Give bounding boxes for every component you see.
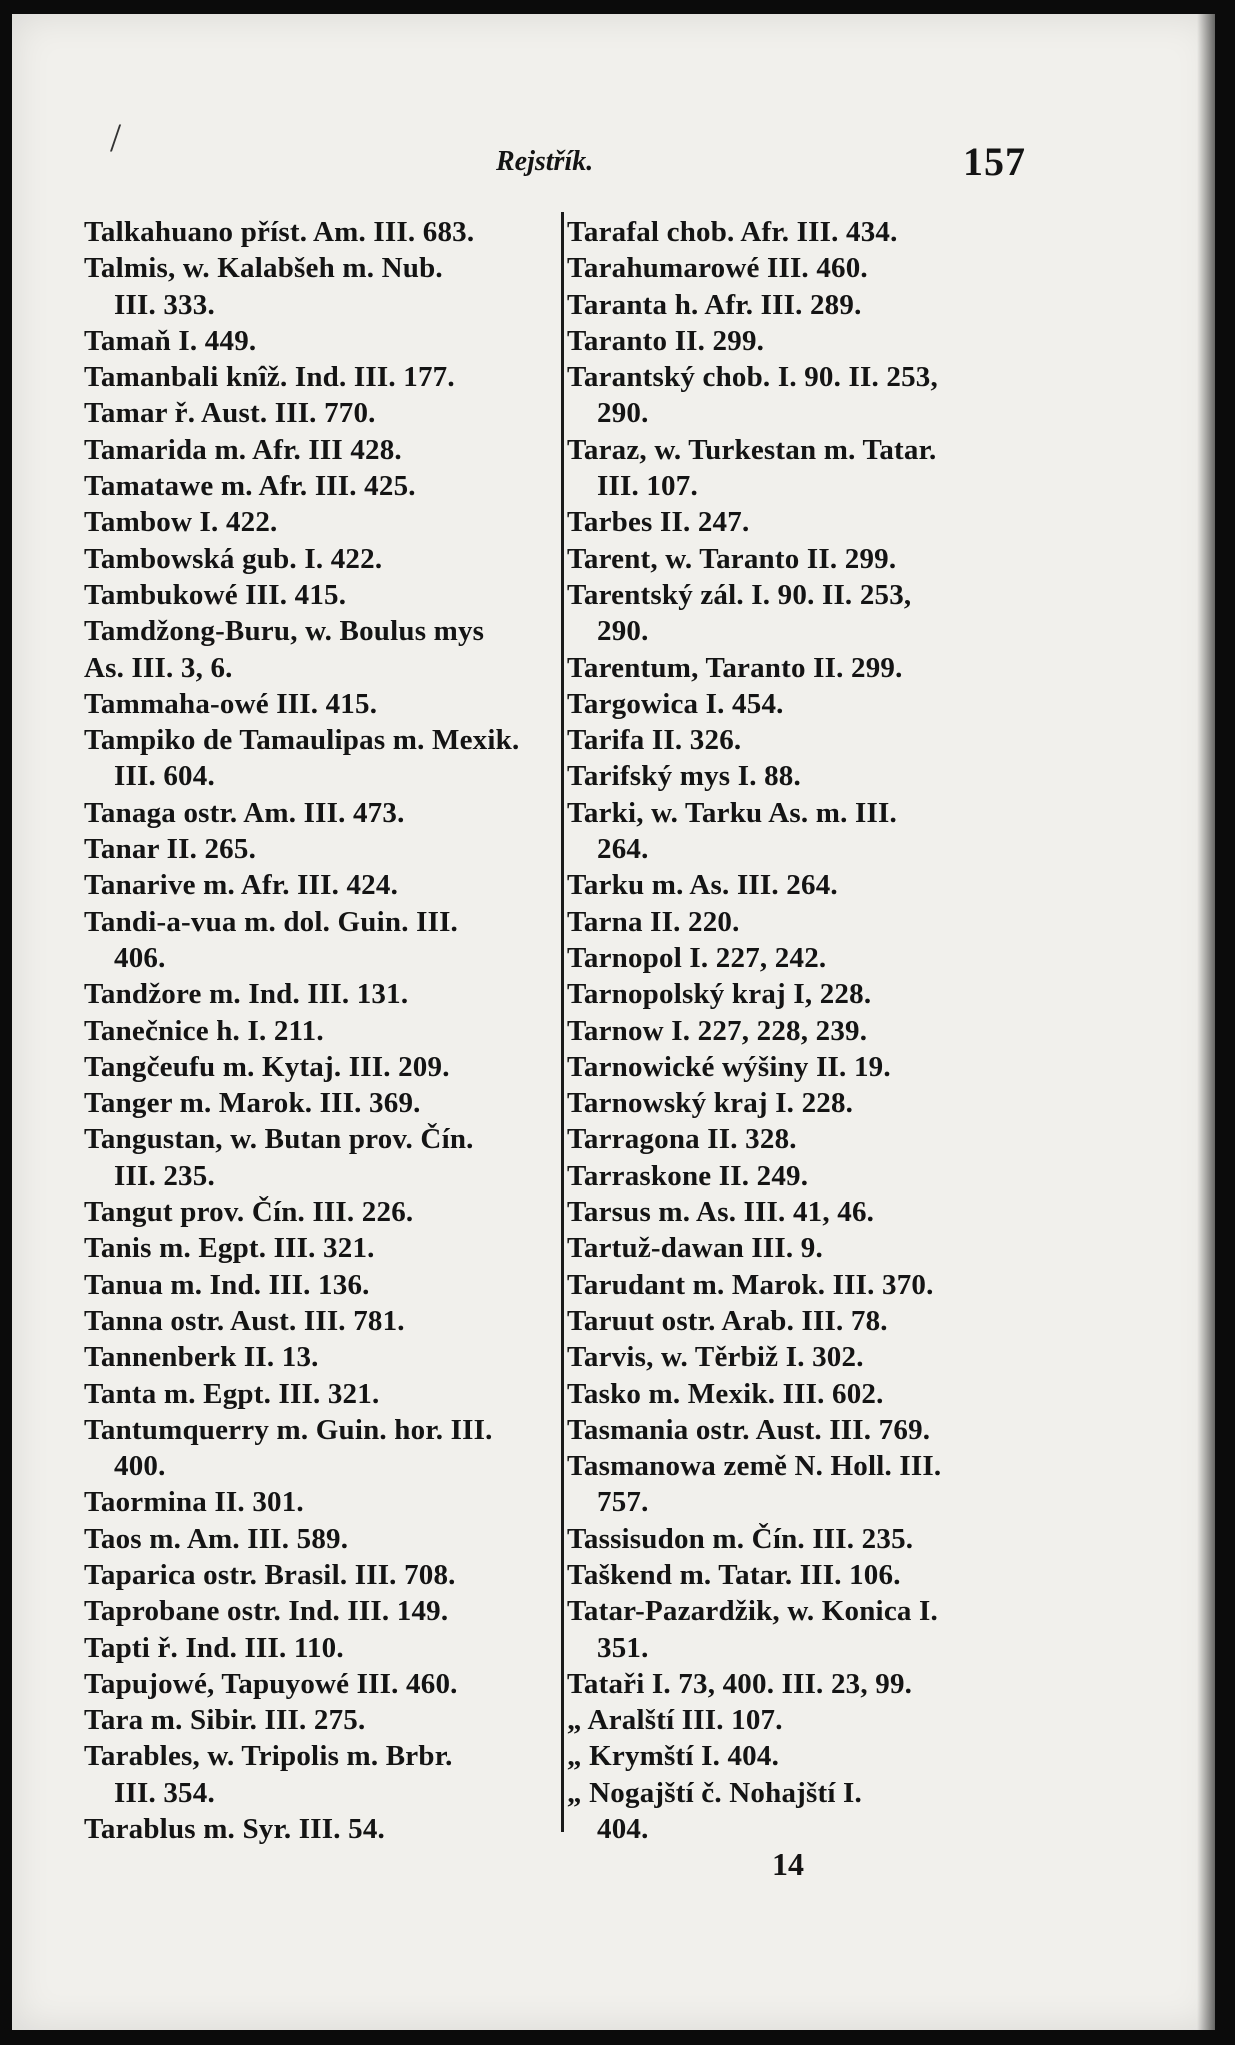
index-entry-line: Taškend m. Tatar. III. 106. — [567, 1558, 901, 1591]
index-entry-line: III. 235. — [114, 1159, 215, 1192]
index-entry-line: Tambowská gub. I. 422. — [84, 542, 383, 575]
index-entry-line: Tanis m. Egpt. III. 321. — [84, 1232, 375, 1265]
index-entry-line: Tasko m. Mexik. III. 602. — [567, 1377, 884, 1410]
index-entry-line: III. 354. — [114, 1776, 215, 1809]
index-entry-line: Tangustan, w. Butan prov. Čín. — [84, 1123, 474, 1156]
index-entry-line: Taranto II. 299. — [567, 324, 765, 357]
index-entry-line: Tantumquerry m. Guin. hor. III. — [84, 1413, 493, 1446]
index-entry-line: Tarnow I. 227, 228, 239. — [567, 1014, 868, 1047]
stray-mark: / — [110, 115, 122, 160]
index-entry-line: Tarahumarowé III. 460. — [567, 252, 868, 285]
index-entry-line: Tamanbali knîž. Ind. III. 177. — [84, 361, 455, 394]
index-entry-line: Tataři I. 73, 400. III. 23, 99. — [567, 1667, 913, 1700]
index-entry-line: 290. — [597, 615, 649, 648]
index-entry-line: Tarvis, w. Těrbiž I. 302. — [567, 1341, 864, 1374]
index-entry-line: Tangut prov. Čín. III. 226. — [84, 1196, 414, 1229]
index-entry-line: Tampiko de Tamaulipas m. Mexik. — [84, 724, 520, 757]
index-entry-line: Tanger m. Marok. III. 369. — [84, 1087, 421, 1120]
index-entry-line: Tarifský mys I. 88. — [567, 760, 801, 793]
index-entry-line: Tamatawe m. Afr. III. 425. — [84, 470, 416, 503]
index-entry-line: Tarnopolský kraj I, 228. — [567, 978, 872, 1011]
index-entry-line: Tamar ř. Aust. III. 770. — [84, 397, 376, 430]
index-entry-line: „ Nogajští č. Nohajští I. — [567, 1776, 862, 1809]
index-entry-line: Tarnowský kraj I. 228. — [567, 1087, 854, 1120]
index-entry-line: Tarbes II. 247. — [567, 506, 750, 539]
index-entry-line: III. 604. — [114, 760, 215, 793]
index-entry-line: Tambukowé III. 415. — [84, 578, 347, 611]
index-entry-line: Tamarida m. Afr. III 428. — [84, 433, 402, 466]
index-entry-line: Tarragona II. 328. — [567, 1123, 797, 1156]
signature-mark: 14 — [772, 1846, 804, 1882]
index-entry-line: Tarsus m. As. III. 41, 46. — [567, 1196, 875, 1229]
index-entry-line: Tarraskone II. 249. — [567, 1159, 809, 1192]
index-entry-line: Taranta h. Afr. III. 289. — [567, 288, 862, 321]
index-entry-line: Tanna ostr. Aust. III. 781. — [84, 1304, 405, 1337]
index-entry-line: Tarifa II. 326. — [567, 724, 742, 757]
index-column-left — [84, 214, 554, 1847]
index-entry-line: III. 333. — [114, 288, 215, 321]
index-entry-line: 406. — [114, 941, 166, 974]
index-entry-line: Tapujowé, Tapuyowé III. 460. — [84, 1667, 458, 1700]
page-edge-shadow — [1197, 14, 1215, 2030]
index-entry-line: Tammaha-owé III. 415. — [84, 687, 378, 720]
index-entry-line: Tapti ř. Ind. III. 110. — [84, 1631, 344, 1664]
index-entry-line: Tarudant m. Marok. III. 370. — [567, 1268, 934, 1301]
index-entry-line: Tarku m. As. III. 264. — [567, 869, 838, 902]
index-entry-line: 757. — [597, 1486, 649, 1519]
index-entry-line: Tanar II. 265. — [84, 833, 257, 866]
index-entry-line: Taruut ostr. Arab. III. 78. — [567, 1304, 888, 1337]
index-entry-line: Tanarive m. Afr. III. 424. — [84, 869, 399, 902]
page-title: Rejstřík. — [496, 146, 594, 177]
index-entry-line: „ Krymští I. 404. — [567, 1740, 780, 1773]
index-column-right — [567, 214, 1037, 1847]
index-entry-line: Tambow I. 422. — [84, 506, 278, 539]
index-entry-line: Tasmania ostr. Aust. III. 769. — [567, 1413, 931, 1446]
index-entry-line: Tanečnice h. I. 211. — [84, 1014, 324, 1047]
index-entry-line: Tarantský chob. I. 90. II. 253, — [567, 361, 938, 394]
index-entry-line: Tarna II. 220. — [567, 905, 740, 938]
index-entry-line: „ Aralští III. 107. — [567, 1704, 783, 1737]
index-entry-line: Tarentský zál. I. 90. II. 253, — [567, 578, 912, 611]
index-entry-line: 404. — [597, 1813, 649, 1846]
index-entry-line: 351. — [597, 1631, 649, 1664]
index-entry-line: Tamaň I. 449. — [84, 324, 257, 357]
index-entry-line: Tanaga ostr. Am. III. 473. — [84, 796, 405, 829]
index-entry-line: Tarentum, Taranto II. 299. — [567, 651, 903, 684]
index-entry-line: Tara m. Sibir. III. 275. — [84, 1704, 366, 1737]
index-entry-line: Tarki, w. Tarku As. m. III. — [567, 796, 897, 829]
index-entry-line: Tamdžong-Buru, w. Boulus mys — [84, 615, 485, 648]
index-entry-line: Targowica I. 454. — [567, 687, 784, 720]
index-entry-line: 264. — [597, 833, 649, 866]
index-entry-line: Taprobane ostr. Ind. III. 149. — [84, 1595, 449, 1628]
index-entry-line: Tandžore m. Ind. III. 131. — [84, 978, 409, 1011]
index-entry-line: Tassisudon m. Čín. III. 235. — [567, 1522, 914, 1555]
index-entry-line: Talkahuano příst. Am. III. 683. — [84, 216, 475, 248]
index-entry-line: Taos m. Am. III. 589. — [84, 1522, 349, 1555]
index-entry-line: Tatar-Pazardžik, w. Konica I. — [567, 1595, 938, 1628]
index-entry-line: Talmis, w. Kalabšeh m. Nub. — [84, 252, 443, 285]
index-entry-line: Tartuž-dawan III. 9. — [567, 1232, 823, 1265]
index-entry-line: III. 107. — [597, 470, 698, 503]
index-entry-line: Tarablus m. Syr. III. 54. — [84, 1813, 386, 1846]
index-entry-line: Tandi-a-vua m. dol. Guin. III. — [84, 905, 459, 938]
index-entry-line: Tannenberk II. 13. — [84, 1341, 319, 1374]
index-entry-line: Tarafal chob. Afr. III. 434. — [567, 216, 898, 248]
index-entry-line: Tarnopol I. 227, 242. — [567, 941, 827, 974]
index-entry-line: 290. — [597, 397, 649, 430]
index-entry-line: As. III. 3, 6. — [84, 651, 233, 684]
column-divider — [561, 212, 564, 1832]
index-entry-line: Taparica ostr. Brasil. III. 708. — [84, 1558, 456, 1591]
page-number: 157 — [963, 139, 1026, 184]
index-entry-line: 400. — [114, 1450, 166, 1483]
index-entry-line: Taraz, w. Turkestan m. Tatar. — [567, 433, 937, 466]
index-entry-line: Taormina II. 301. — [84, 1486, 304, 1519]
index-entry-line: Tanua m. Ind. III. 136. — [84, 1268, 370, 1301]
index-entry-line: Tarent, w. Taranto II. 299. — [567, 542, 897, 575]
index-entry-line: Tanta m. Egpt. III. 321. — [84, 1377, 380, 1410]
index-entry-line: Tarnowické wýšiny II. 19. — [567, 1050, 891, 1083]
index-entry-line: Tarables, w. Tripolis m. Brbr. — [84, 1740, 453, 1773]
index-entry-line: Tasmanowa země N. Holl. III. — [567, 1450, 942, 1483]
index-entry-line: Tangčeufu m. Kytaj. III. 209. — [84, 1050, 450, 1083]
book-page — [12, 14, 1215, 2030]
